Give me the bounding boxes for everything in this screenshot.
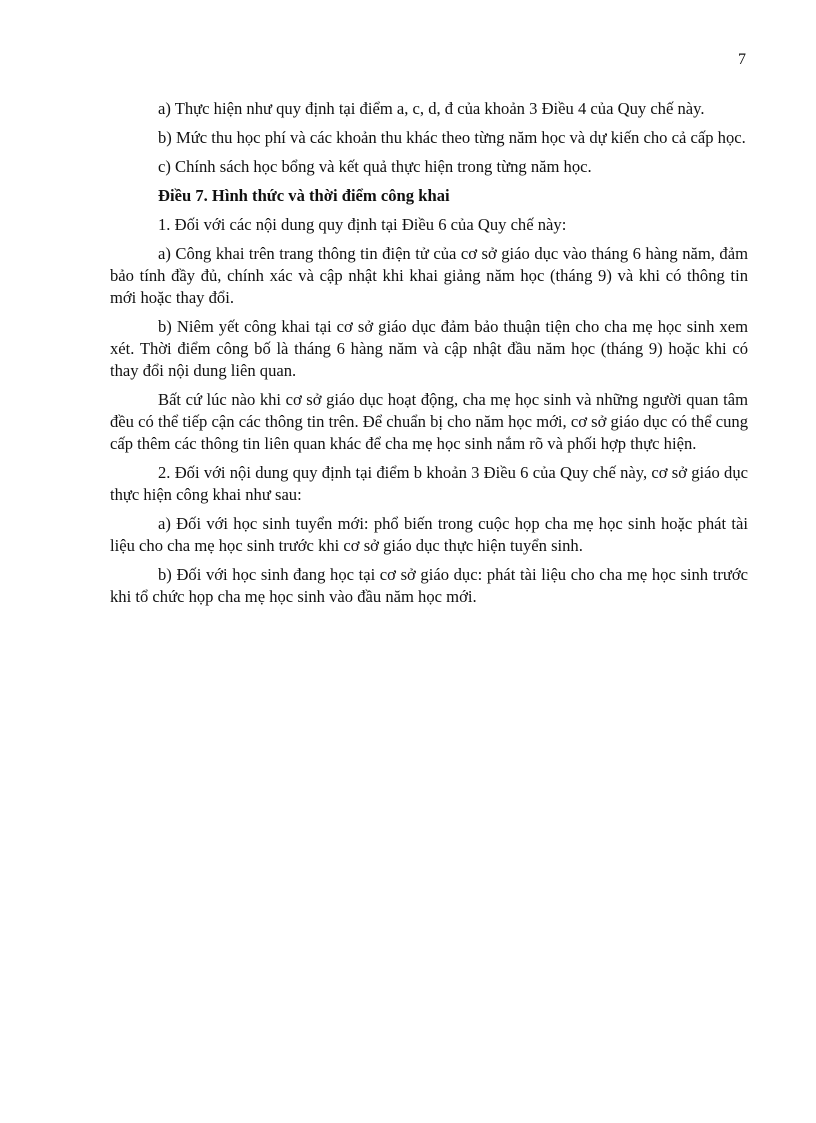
paragraph-access-information: Bất cứ lúc nào khi cơ sở giáo dục hoạt động, cha mẹ học sinh và những người quan tâm đều có thể tiếp cận các thông tin trên. Để chuẩn bị cho năm học mới, cơ sở giáo dục có thể cung cấp thêm các thông tin liên quan khác để cha mẹ học sinh nắm rõ và phối hợp thực hiện. <box>110 390 748 453</box>
article-7-heading: Điều 7. Hình thức và thời điểm công khai <box>158 186 450 205</box>
paragraph-new-students: a) Đối với học sinh tuyển mới: phổ biến trong cuộc họp cha mẹ học sinh hoặc phát tài liệu cho cha mẹ học sinh trước khi cơ sở giáo dục thực hiện tuyển sinh. <box>110 514 748 555</box>
paragraph-tuition-fees: b) Mức thu học phí và các khoản thu khác theo từng năm học và dự kiến cho cả cấp học. <box>158 128 746 147</box>
paragraph-item-a-rule-4: a) Thực hiện như quy định tại điểm a, c, d, đ của khoản 3 Điều 4 của Quy chế này. <box>158 99 705 118</box>
paragraph-clause-1: 1. Đối với các nội dung quy định tại Điều 6 của Quy chế này: <box>158 215 567 234</box>
paragraph-clause-2: 2. Đối với nội dung quy định tại điểm b khoản 3 Điều 6 của Quy chế này, cơ sở giáo dục thực hiện công khai như sau: <box>110 463 748 504</box>
paragraph-notice-posting: b) Niêm yết công khai tại cơ sở giáo dục đảm bảo thuận tiện cho cha mẹ học sinh xem xét. Thời điểm công bố là tháng 6 hàng năm và cập nhật đầu năm học (tháng 9) hoặc khi có thay đổi nội dung liên quan. <box>110 317 748 380</box>
paragraph-scholarship-policy: c) Chính sách học bổng và kết quả thực hiện trong từng năm học. <box>158 157 592 176</box>
paragraph-current-students: b) Đối với học sinh đang học tại cơ sở giáo dục: phát tài liệu cho cha mẹ học sinh trước khi tổ chức họp cha mẹ học sinh vào đầu năm học mới. <box>110 565 748 606</box>
document-body <box>110 98 748 615</box>
paragraph-website-disclosure: a) Công khai trên trang thông tin điện tử của cơ sở giáo dục vào tháng 6 hàng năm, đảm bảo tính đầy đủ, chính xác và cập nhật khi khai giảng năm học (tháng 9) và khi có thông tin mới hoặc thay đổi. <box>110 244 748 307</box>
page-number: 7 <box>738 51 746 68</box>
